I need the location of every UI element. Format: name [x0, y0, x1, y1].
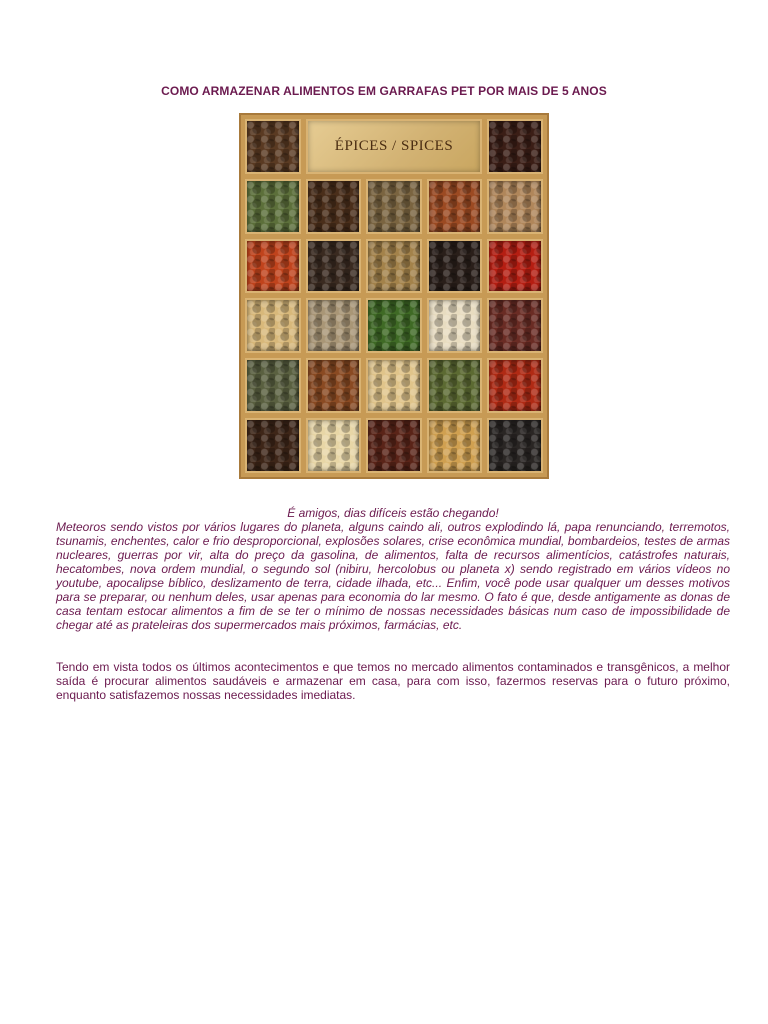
spice-cell [245, 418, 301, 473]
spice-cell [487, 298, 543, 353]
spice-grid [245, 119, 543, 473]
spice-cell [245, 239, 301, 294]
spice-cell [487, 179, 543, 234]
spice-cell [306, 239, 362, 294]
spice-cell [245, 298, 301, 353]
spice-cell [366, 418, 422, 473]
paragraph-2: Tendo em vista todos os últimos acontecimentos e que temos no mercado alimentos contaminados e transgênicos, a melhor saída é procurar alimentos saudáveis e armazenar em casa, para com isso, fazermos reservas para o futuro próximo, enquanto satisfazemos nossas necessidades imediatas. [56, 660, 730, 702]
intro-lead: É amigos, dias difíceis estão chegando! [287, 506, 499, 520]
spice-cell [487, 418, 543, 473]
spices-poster-image [239, 113, 549, 479]
spice-cell [427, 179, 483, 234]
spice-cell [245, 358, 301, 413]
spice-cell [427, 239, 483, 294]
spice-cell [366, 298, 422, 353]
spice-cell [487, 239, 543, 294]
spice-cell [487, 358, 543, 413]
spice-cell [366, 358, 422, 413]
spice-cell [366, 179, 422, 234]
spice-cell [245, 119, 301, 174]
spice-cell [306, 179, 362, 234]
spice-cell [306, 418, 362, 473]
spice-cell [245, 179, 301, 234]
document-title: COMO ARMAZENAR ALIMENTOS EM GARRAFAS PET POR MAIS DE 5 ANOS [161, 84, 607, 98]
spice-cell [427, 358, 483, 413]
poster-banner [306, 119, 483, 174]
spice-cell [306, 358, 362, 413]
spice-cell [487, 119, 543, 174]
intro-section [56, 506, 730, 632]
spice-cell [366, 239, 422, 294]
poster-banner-text: ÉPICES / SPICES [334, 137, 454, 154]
spice-cell [427, 418, 483, 473]
paragraph-1: Meteoros sendo vistos por vários lugares do planeta, alguns caindo ali, outros explodindo lá, papa renunciando, terremotos, tsunamis, enchentes, calor e frio desproporcional, explosões solares, crise econômica mundial, bombardeios, testes de armas nucleares, guerras por vir, alta do preço da gasolina, de alimentos, falta de recursos alimentícios, catástrofes naturais, hecatombes, nova ordem mundial, o segundo sol (nibiru, hercolobus ou planeta x) sendo registrado em vários vídeos no youtube, apocalipse bíblico, deslizamento de terra, cidade ilhada, etc... Enfim, você pode usar qualquer um desses motivos para se preparar, ou nenhum deles, usar apenas para economia do lar mesmo. O fato é que, desde antigamente as donas de casa tentam estocar alimentos a fim de se ter o mínimo de nossas necessidades básicas num caso de impossibilidade de chegar até as prateleiras dos supermercados mais próximos, farmácias, etc. [56, 520, 730, 632]
spice-cell [306, 298, 362, 353]
spice-cell [427, 298, 483, 353]
